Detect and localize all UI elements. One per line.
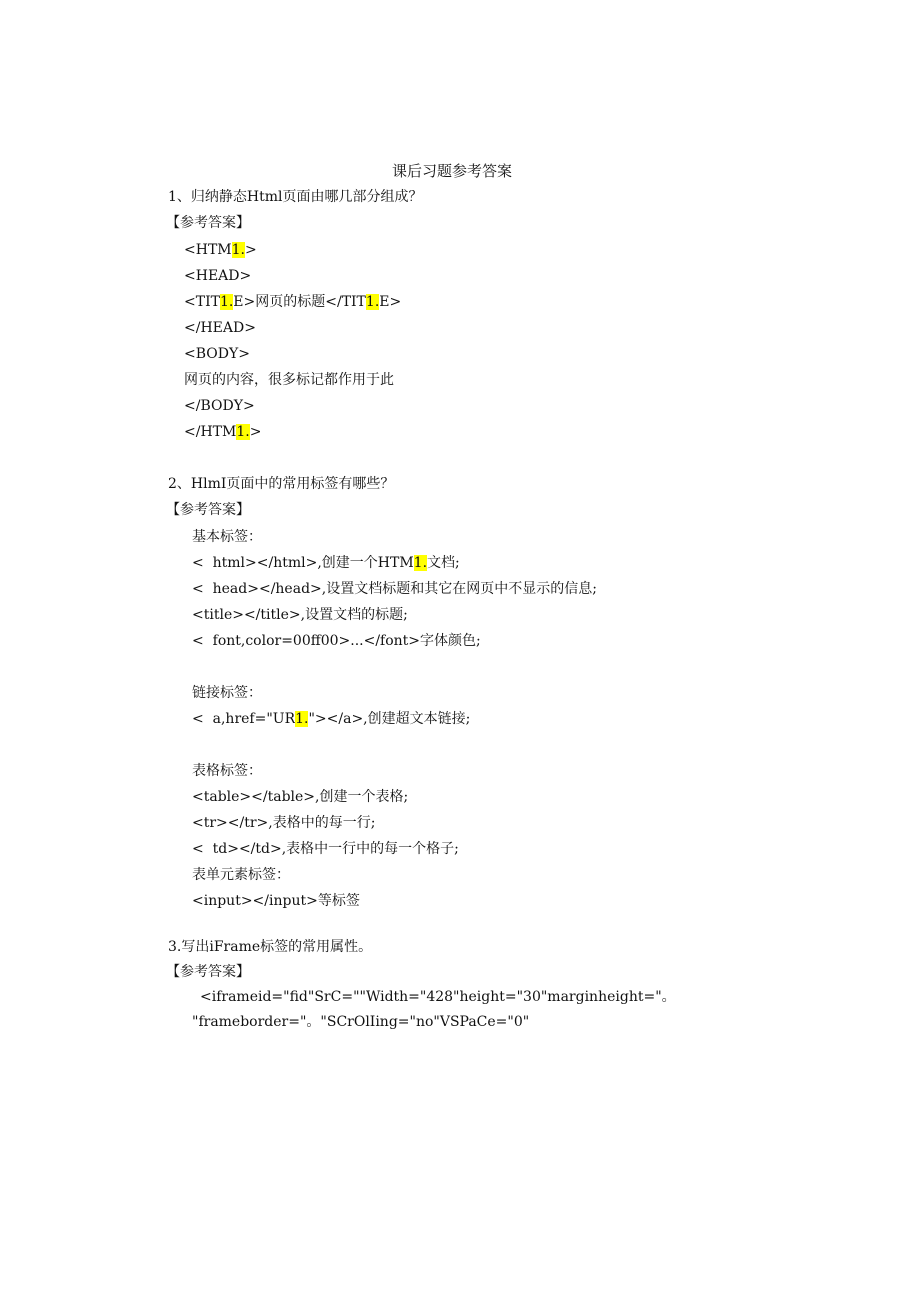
- highlight-mark: 1.: [413, 555, 428, 571]
- question-1: 1、归纳静态Html页面由哪几部分组成？: [168, 189, 423, 205]
- basic-tag-html: < html></html>,创建一个HTM1.文档;: [192, 555, 460, 571]
- q1-line-body-open: <BODY>: [184, 346, 250, 362]
- form-tags-label: 表单元素标签：: [192, 867, 290, 883]
- table-tag-tr: <tr></tr>,表格中的每一行;: [192, 815, 376, 831]
- basic-tag-font: < font,color=00ff00>...</font>字体颜色;: [192, 633, 481, 649]
- highlight-mark: 1.: [365, 294, 380, 310]
- table-tag-table: <table></table>,创建一个表格;: [192, 789, 409, 805]
- basic-tag-title: <title></title>,设置文档的标题;: [192, 607, 408, 623]
- q1-line-title: <TIT1.E>网页的标题</TIT1.E>: [184, 294, 402, 310]
- link-tags-label: 链接标签：: [192, 685, 262, 701]
- question-2: 2、HlmI页面中的常用标签有哪些？: [168, 476, 395, 492]
- highlight-mark: 1.: [236, 424, 250, 440]
- iframe-attrs-line-1: <iframeid="fid"SrC=""Width="428"height="30"marginheight="。: [200, 989, 676, 1005]
- highlight-mark: 1.: [219, 294, 234, 310]
- table-tags-label: 表格标签：: [192, 763, 262, 779]
- iframe-attrs-line-2: "frameborder="。"SCrOlIing="no"VSPaCe="0": [192, 1014, 530, 1030]
- basic-tags-label: 基本标签：: [192, 529, 262, 545]
- question-3: 3.写出iFrame标签的常用属性。: [168, 939, 373, 955]
- table-tag-td: < td></td>,表格中一行中的每一个格子;: [192, 841, 459, 857]
- q1-line-head-open: <HEAD>: [184, 268, 252, 284]
- q1-line-head-close: </HEAD>: [184, 320, 256, 336]
- answer-label-2: 【参考答案】: [166, 502, 250, 518]
- q1-line-html-close: </HTM1.>: [184, 424, 262, 440]
- link-tag-a: < a,href="UR1."></a>,创建超文本链接;: [192, 711, 471, 727]
- q1-line-html-open: <HTM1.>: [184, 242, 257, 258]
- q1-line-body-content: 网页的内容，很多标记都作用于此: [184, 372, 394, 388]
- answer-label-1: 【参考答案】: [166, 215, 250, 231]
- highlight-mark: 1.: [231, 242, 245, 258]
- highlight-mark: 1.: [295, 711, 309, 727]
- answer-label-3: 【参考答案】: [166, 964, 250, 980]
- q1-line-body-close: </BODY>: [184, 398, 255, 414]
- basic-tag-head: < head></head>,设置文档标题和其它在网页中不显示的信息;: [192, 581, 597, 597]
- page-title: 课后习题参考答案: [392, 162, 513, 180]
- form-tag-input: <input></input>等标签: [192, 893, 360, 909]
